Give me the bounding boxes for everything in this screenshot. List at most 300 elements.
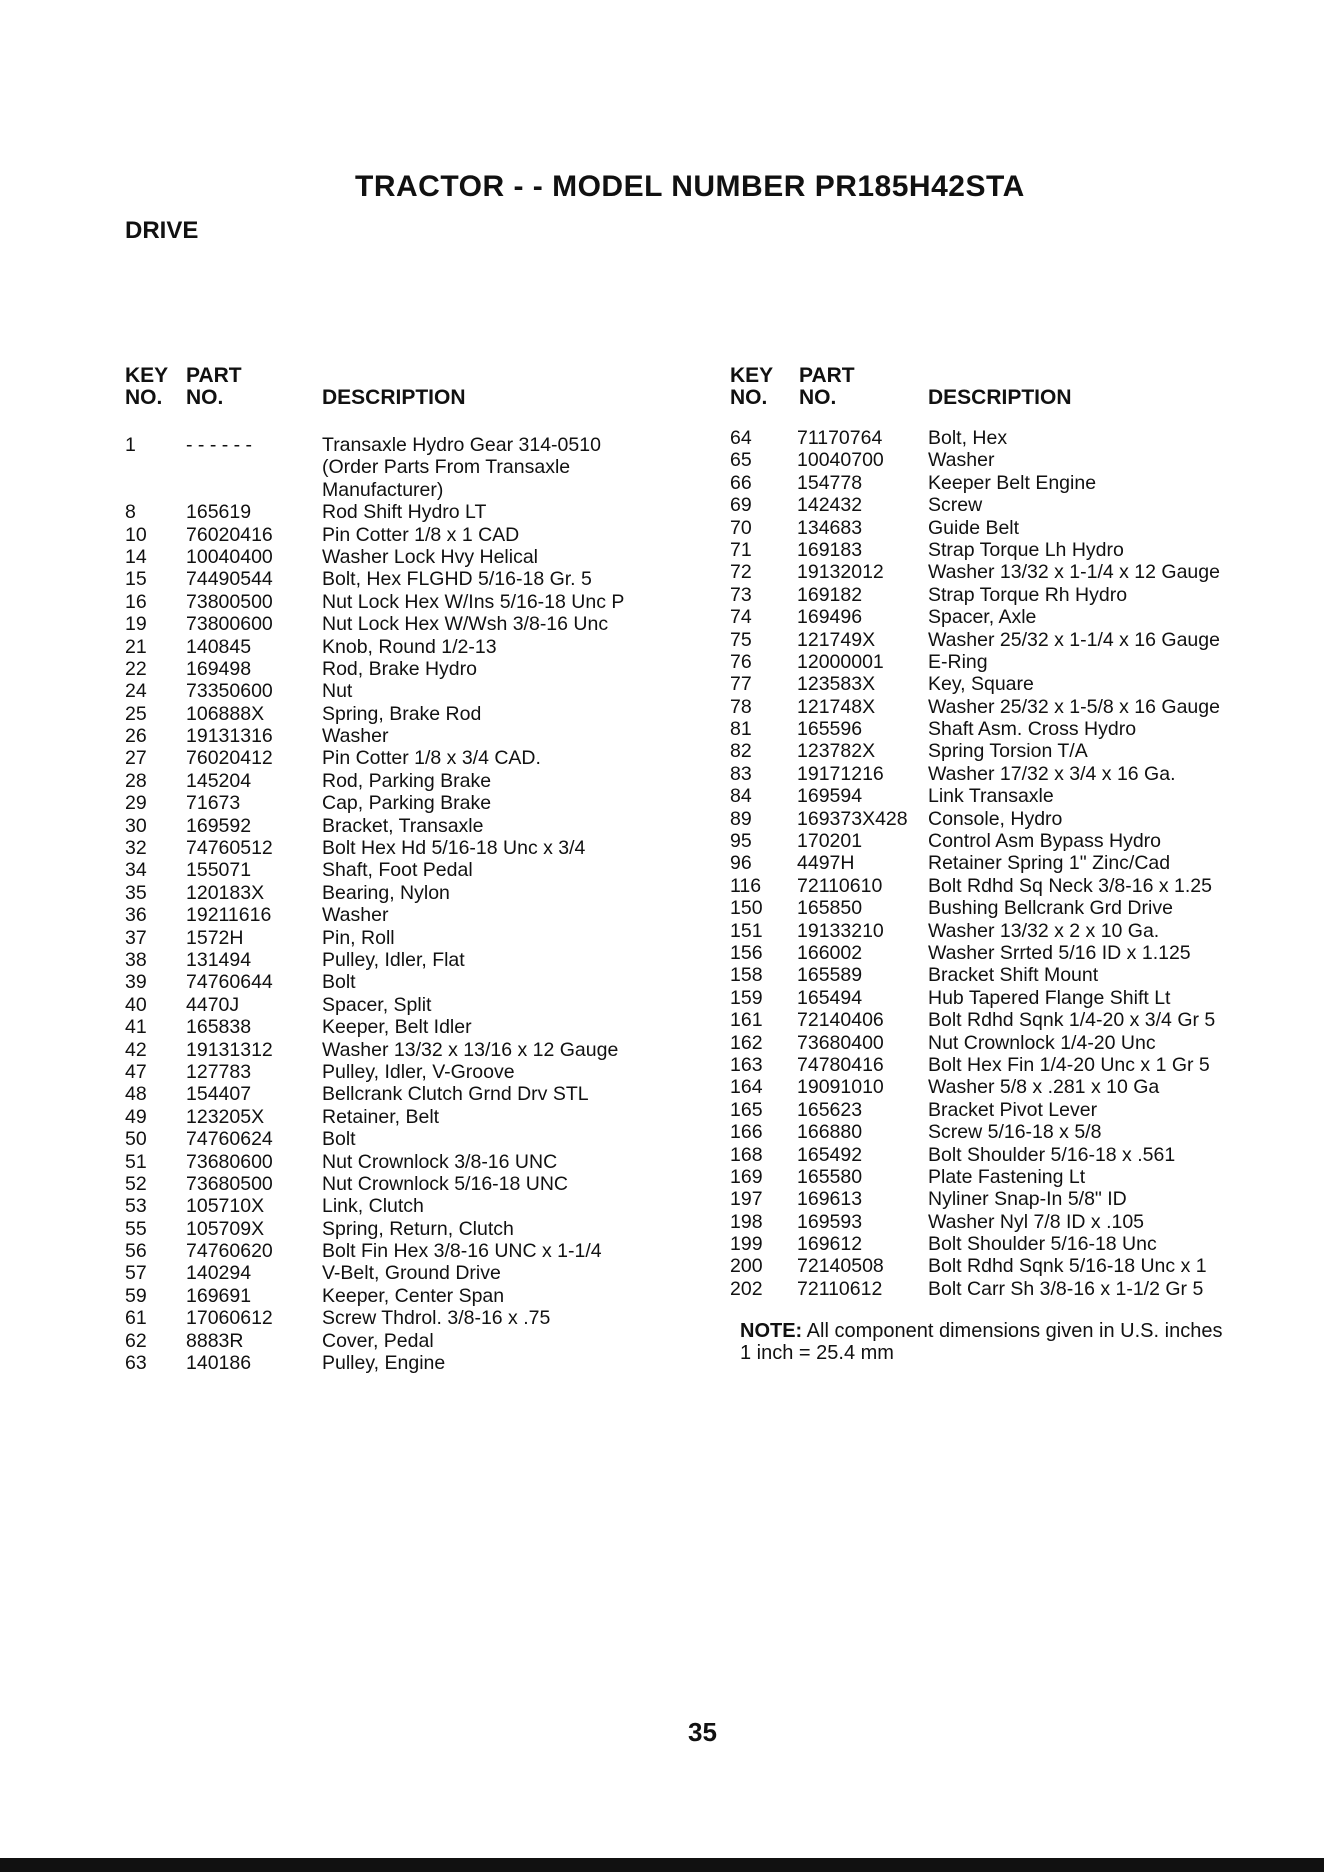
parts-row — [125, 591, 665, 613]
part-no: 169498 — [186, 657, 252, 680]
part-no: 165623 — [797, 1098, 863, 1121]
key-no: 28 — [125, 769, 147, 792]
parts-row — [125, 456, 665, 478]
parts-row — [730, 1255, 1270, 1277]
section-heading: DRIVE — [125, 217, 199, 244]
part-no: - - - - - - — [186, 434, 253, 456]
parts-row — [125, 1173, 665, 1195]
key-no: 34 — [125, 859, 147, 882]
part-no: 169496 — [797, 606, 863, 629]
part-no: 74780416 — [797, 1053, 884, 1076]
part-no: 74760620 — [186, 1240, 273, 1263]
key-no: 48 — [125, 1083, 147, 1106]
dimension-note — [740, 1320, 1222, 1364]
right-part-header — [799, 365, 855, 409]
part-no: 123583X — [797, 673, 876, 696]
part-description: Pulley, Idler, Flat — [322, 948, 465, 971]
part-description: Link Transaxle — [928, 785, 1054, 808]
part-no: 165580 — [797, 1165, 863, 1188]
parts-row — [125, 501, 665, 523]
part-description: Nut Lock Hex W/Ins 5/16-18 Unc P — [322, 590, 625, 613]
parts-row — [125, 1218, 665, 1240]
part-description: Screw — [928, 494, 983, 517]
part-no: 165838 — [186, 1016, 252, 1039]
part-description: Control Asm Bypass Hydro — [928, 830, 1162, 853]
key-no: 74 — [730, 606, 752, 629]
key-no: 26 — [125, 725, 147, 748]
part-no: 165589 — [797, 964, 863, 987]
key-no: 84 — [730, 785, 752, 808]
key-no: 65 — [730, 449, 752, 472]
parts-row — [125, 837, 665, 859]
parts-row — [730, 1076, 1270, 1098]
left-key-header — [125, 365, 168, 409]
part-description: Washer 17/32 x 3/4 x 16 Ga. — [928, 762, 1176, 785]
key-no: 89 — [730, 807, 752, 830]
parts-row — [730, 808, 1270, 830]
parts-row — [125, 927, 665, 949]
part-no: 131494 — [186, 948, 252, 971]
parts-row — [730, 964, 1270, 986]
part-description: Washer 25/32 x 1-5/8 x 16 Gauge — [928, 695, 1220, 718]
part-no: 169182 — [797, 583, 863, 606]
part-description: (Order Parts From Transaxle — [322, 456, 571, 479]
key-no: 202 — [730, 1277, 763, 1300]
parts-row — [730, 852, 1270, 874]
part-no: 74490544 — [186, 568, 273, 591]
part-description: Pin, Roll — [322, 926, 395, 949]
key-no: 39 — [125, 971, 147, 994]
key-no: 49 — [125, 1105, 147, 1128]
key-no: 77 — [730, 673, 752, 696]
parts-row — [730, 1211, 1270, 1233]
key-no: 42 — [125, 1038, 147, 1061]
key-no: 38 — [125, 948, 147, 971]
part-no: 4497H — [797, 852, 855, 875]
part-no: 134683 — [797, 516, 863, 539]
part-description: Nut Lock Hex W/Wsh 3/8-16 Unc — [322, 613, 609, 636]
part-no: 10040400 — [186, 545, 273, 568]
key-no: 63 — [125, 1352, 147, 1375]
part-no: 12000001 — [797, 650, 884, 673]
note-label: NOTE: — [740, 1320, 803, 1342]
part-no: 169691 — [186, 1284, 252, 1307]
part-description: Bracket, Transaxle — [322, 814, 484, 837]
part-no: 74760624 — [186, 1128, 273, 1151]
right-key-header — [730, 365, 773, 409]
key-no: 159 — [730, 986, 763, 1009]
parts-row — [125, 613, 665, 635]
key-no: 52 — [125, 1172, 147, 1195]
part-no: 105709X — [186, 1217, 265, 1240]
parts-row — [730, 1054, 1270, 1076]
part-no: 72110610 — [797, 874, 883, 897]
parts-row — [730, 1233, 1270, 1255]
parts-row — [125, 1285, 665, 1307]
part-no: 72110612 — [797, 1277, 883, 1300]
parts-row — [125, 815, 665, 837]
part-description: V-Belt, Ground Drive — [322, 1262, 501, 1285]
part-description: Pulley, Idler, V-Groove — [322, 1060, 515, 1083]
key-no: 166 — [730, 1121, 763, 1144]
key-no: 165 — [730, 1098, 763, 1121]
parts-row — [730, 427, 1270, 449]
part-description: Screw Thdrol. 3/8-16 x .75 — [322, 1307, 551, 1330]
parts-row — [730, 1099, 1270, 1121]
parts-row — [125, 1061, 665, 1083]
part-no: 145204 — [186, 769, 252, 792]
key-no: 27 — [125, 747, 147, 770]
part-no: 10040700 — [797, 449, 884, 472]
key-no: 50 — [125, 1128, 147, 1151]
part-description: Link, Clutch — [322, 1195, 424, 1218]
parts-row — [730, 1278, 1270, 1300]
key-no: 8 — [125, 501, 136, 524]
key-no: 158 — [730, 964, 763, 987]
part-description: Keeper Belt Engine — [928, 471, 1097, 494]
part-description: Rod, Brake Hydro — [322, 657, 477, 680]
parts-row — [125, 882, 665, 904]
parts-row — [730, 1032, 1270, 1054]
part-description: Manufacturer) — [322, 478, 444, 501]
parts-row — [730, 517, 1270, 539]
key-no: 69 — [730, 494, 752, 517]
parts-row — [730, 942, 1270, 964]
key-no: 19 — [125, 613, 147, 636]
parts-row — [730, 1009, 1270, 1031]
part-description: Washer Srrted 5/16 ID x 1.125 — [928, 941, 1191, 964]
parts-row — [730, 830, 1270, 852]
key-no: 70 — [730, 516, 752, 539]
part-description: Washer — [322, 904, 389, 927]
part-description: Pin Cotter 1/8 x 3/4 CAD. — [322, 747, 541, 770]
key-no: 29 — [125, 792, 147, 815]
part-no: 73800500 — [186, 590, 273, 613]
key-no: 198 — [730, 1210, 763, 1233]
part-description: Plate Fastening Lt — [928, 1165, 1086, 1188]
key-no: 116 — [730, 874, 762, 897]
parts-row — [125, 1083, 665, 1105]
part-description: Nut — [322, 680, 353, 703]
part-no: 19131312 — [186, 1038, 273, 1061]
key-no: 32 — [125, 837, 147, 860]
part-no: 165619 — [186, 501, 252, 524]
parts-row — [125, 725, 665, 747]
part-no: 169373X428 — [797, 807, 908, 830]
part-no: 123205X — [186, 1105, 265, 1128]
parts-row — [730, 494, 1270, 516]
part-description: Bolt Hex Fin 1/4-20 Unc x 1 Gr 5 — [928, 1053, 1210, 1076]
part-no: 17060612 — [186, 1307, 273, 1330]
parts-row — [125, 1106, 665, 1128]
left-description-header: DESCRIPTION — [322, 386, 466, 409]
part-description: Nut Crownlock 3/8-16 UNC — [322, 1150, 558, 1173]
right-parts-list — [730, 427, 1270, 1300]
key-no: 30 — [125, 814, 147, 837]
parts-row — [125, 949, 665, 971]
key-no: 1 — [125, 434, 136, 456]
parts-row — [125, 1330, 665, 1352]
parts-row — [730, 539, 1270, 561]
part-description: Bellcrank Clutch Grnd Drv STL — [322, 1083, 589, 1106]
part-header-line2: NO. — [799, 386, 837, 409]
parts-row — [125, 703, 665, 725]
part-no: 155071 — [186, 859, 252, 882]
part-description: Bolt Rdhd Sqnk 1/4-20 x 3/4 Gr 5 — [928, 1009, 1216, 1032]
part-no: 72140406 — [797, 1009, 884, 1032]
key-no: 73 — [730, 583, 752, 606]
parts-row — [125, 568, 665, 590]
parts-row — [730, 1121, 1270, 1143]
parts-row — [730, 1188, 1270, 1210]
key-no: 10 — [125, 523, 147, 546]
part-description: Bolt Carr Sh 3/8-16 x 1-1/2 Gr 5 — [928, 1277, 1204, 1300]
key-no: 21 — [125, 635, 147, 658]
part-description: Keeper, Belt Idler — [322, 1016, 472, 1039]
parts-row — [730, 606, 1270, 628]
part-description: Bolt — [322, 1128, 356, 1151]
key-no: 37 — [125, 926, 147, 949]
parts-row — [125, 434, 665, 456]
key-no: 168 — [730, 1143, 763, 1166]
part-no: 165596 — [797, 718, 863, 741]
key-no: 200 — [730, 1255, 763, 1278]
part-no: 140186 — [186, 1352, 252, 1375]
key-header-line1: KEY — [125, 364, 169, 387]
parts-row — [125, 658, 665, 680]
part-no: 19132012 — [797, 561, 884, 584]
parts-row — [730, 718, 1270, 740]
part-description: Rod Shift Hydro LT — [322, 501, 487, 524]
part-description: Spring, Return, Clutch — [322, 1217, 514, 1240]
parts-row — [125, 747, 665, 769]
key-no: 81 — [730, 718, 752, 741]
parts-row — [730, 629, 1270, 651]
part-no: 73680400 — [797, 1031, 884, 1054]
key-no: 199 — [730, 1233, 763, 1256]
key-no: 72 — [730, 561, 752, 584]
part-description: Spring Torsion T/A — [928, 740, 1088, 763]
parts-row — [125, 792, 665, 814]
bottom-border — [0, 1858, 1324, 1872]
part-no: 154407 — [186, 1083, 252, 1106]
parts-row — [125, 1307, 665, 1329]
part-description: Bracket Shift Mount — [928, 964, 1099, 987]
part-no: 166880 — [797, 1121, 863, 1144]
key-no: 36 — [125, 904, 147, 927]
part-no: 4470J — [186, 993, 240, 1016]
parts-row — [125, 636, 665, 658]
parts-row — [125, 1128, 665, 1150]
parts-row — [730, 673, 1270, 695]
right-description-header: DESCRIPTION — [928, 386, 1072, 409]
key-no: 47 — [125, 1060, 147, 1083]
part-description: Bolt Shoulder 5/16-18 Unc — [928, 1233, 1157, 1256]
page-title: TRACTOR - - MODEL NUMBER PR185H42STA — [355, 170, 1025, 203]
part-no: 1572H — [186, 926, 244, 949]
part-no: 142432 — [797, 494, 863, 517]
key-no: 14 — [125, 545, 147, 568]
part-description: Console, Hydro — [928, 807, 1063, 830]
part-description: Strap Torque Rh Hydro — [928, 583, 1128, 606]
parts-row — [125, 904, 665, 926]
part-no: 140294 — [186, 1262, 252, 1285]
parts-row — [125, 1039, 665, 1061]
key-header-line2: NO. — [125, 386, 163, 409]
part-no: 76020416 — [186, 523, 273, 546]
part-description: Washer Nyl 7/8 ID x .105 — [928, 1210, 1145, 1233]
page-number: 35 — [688, 1717, 717, 1747]
part-no: 123782X — [797, 740, 876, 763]
part-no: 19211616 — [186, 904, 272, 927]
parts-row — [730, 740, 1270, 762]
key-no: 53 — [125, 1195, 147, 1218]
parts-row — [730, 920, 1270, 942]
key-no: 83 — [730, 762, 752, 785]
parts-row — [125, 1195, 665, 1217]
part-no: 166002 — [797, 941, 863, 964]
part-no: 105710X — [186, 1195, 265, 1218]
part-no: 74760644 — [186, 971, 273, 994]
part-description: Washer 13/32 x 2 x 10 Ga. — [928, 919, 1160, 942]
key-no: 161 — [730, 1009, 763, 1032]
part-description: Guide Belt — [928, 516, 1020, 539]
part-description: Keeper, Center Span — [322, 1284, 505, 1307]
parts-row — [730, 1166, 1270, 1188]
part-no: 140845 — [186, 635, 252, 658]
part-description: Bolt Shoulder 5/16-18 x .561 — [928, 1143, 1176, 1166]
part-description: Shaft Asm. Cross Hydro — [928, 718, 1137, 741]
part-no: 73680600 — [186, 1150, 273, 1173]
part-description: Washer — [322, 725, 389, 748]
parts-row — [125, 971, 665, 993]
part-no: 19171216 — [797, 762, 884, 785]
left-parts-list — [125, 434, 665, 1374]
key-no: 151 — [730, 919, 763, 942]
part-description: Spacer, Split — [322, 993, 432, 1016]
left-part-header — [186, 365, 242, 409]
key-no: 25 — [125, 702, 147, 725]
part-no: 19133210 — [797, 919, 884, 942]
part-description: Washer 13/32 x 1-1/4 x 12 Gauge — [928, 561, 1220, 584]
key-no: 62 — [125, 1329, 147, 1352]
part-no: 71673 — [186, 792, 241, 815]
part-description: Bolt Hex Hd 5/16-18 Unc x 3/4 — [322, 837, 586, 860]
parts-row — [730, 875, 1270, 897]
parts-row — [730, 785, 1270, 807]
part-no: 170201 — [797, 830, 863, 853]
parts-row — [125, 680, 665, 702]
parts-row — [125, 994, 665, 1016]
note-conversion: 1 inch = 25.4 mm — [740, 1342, 894, 1364]
part-header-line1: PART — [186, 364, 242, 387]
parts-row — [730, 987, 1270, 1009]
part-description: Bracket Pivot Lever — [928, 1098, 1098, 1121]
key-no: 162 — [730, 1031, 763, 1054]
part-no: 165850 — [797, 897, 863, 920]
key-no: 76 — [730, 650, 752, 673]
part-description: Knob, Round 1/2-13 — [322, 635, 497, 658]
key-no: 55 — [125, 1217, 147, 1240]
part-description: Strap Torque Lh Hydro — [928, 538, 1124, 561]
key-no: 163 — [730, 1053, 763, 1076]
part-no: 165494 — [797, 986, 863, 1009]
key-header-line2: NO. — [730, 386, 768, 409]
parts-row — [125, 1151, 665, 1173]
part-no: 106888X — [186, 702, 265, 725]
part-description: Bolt Rdhd Sqnk 5/16-18 Unc x 1 — [928, 1255, 1207, 1278]
part-description: Transaxle Hydro Gear 314-0510 — [322, 434, 601, 456]
part-description: Bolt — [322, 971, 356, 994]
key-no: 51 — [125, 1150, 147, 1173]
parts-row — [125, 1240, 665, 1262]
key-no: 64 — [730, 427, 752, 449]
key-no: 35 — [125, 881, 147, 904]
part-description: Pulley, Engine — [322, 1352, 446, 1375]
part-no: 71170764 — [797, 427, 883, 449]
parts-row — [730, 472, 1270, 494]
part-no: 76020412 — [186, 747, 273, 770]
key-no: 15 — [125, 568, 147, 591]
parts-row — [730, 763, 1270, 785]
key-no: 169 — [730, 1165, 763, 1188]
part-no: 73800600 — [186, 613, 273, 636]
parts-row — [125, 1016, 665, 1038]
parts-row — [125, 1262, 665, 1284]
part-description: Cover, Pedal — [322, 1329, 434, 1352]
part-no: 19131316 — [186, 725, 273, 748]
parts-row — [730, 696, 1270, 718]
part-no: 19091010 — [797, 1076, 884, 1099]
key-no: 40 — [125, 993, 147, 1016]
part-description: Bolt, Hex — [928, 427, 1008, 449]
parts-row — [125, 770, 665, 792]
part-description: Retainer, Belt — [322, 1105, 440, 1128]
parts-row — [125, 479, 665, 501]
parts-row — [730, 584, 1270, 606]
key-no: 16 — [125, 590, 147, 613]
parts-row — [730, 449, 1270, 471]
parts-row — [730, 897, 1270, 919]
part-no: 169594 — [797, 785, 863, 808]
part-no: 127783 — [186, 1060, 252, 1083]
parts-row — [125, 859, 665, 881]
part-description: Washer Lock Hvy Helical — [322, 545, 539, 568]
part-no: 154778 — [797, 471, 863, 494]
part-no: 169613 — [797, 1188, 863, 1211]
key-no: 57 — [125, 1262, 147, 1285]
parts-row — [125, 1352, 665, 1374]
part-description: Nyliner Snap-In 5/8" ID — [928, 1188, 1127, 1211]
part-description: Retainer Spring 1" Zinc/Cad — [928, 852, 1171, 875]
part-description: Shaft, Foot Pedal — [322, 859, 473, 882]
part-description: Washer 13/32 x 13/16 x 12 Gauge — [322, 1038, 619, 1061]
part-description: Washer 25/32 x 1-1/4 x 16 Gauge — [928, 628, 1220, 651]
key-no: 164 — [730, 1076, 763, 1099]
part-description: Washer — [928, 449, 995, 472]
note-text: All component dimensions given in U.S. inches — [806, 1320, 1223, 1342]
parts-row — [730, 651, 1270, 673]
part-no: 169612 — [797, 1233, 863, 1256]
key-no: 75 — [730, 628, 752, 651]
part-description: Bolt Rdhd Sq Neck 3/8-16 x 1.25 — [928, 874, 1212, 897]
part-description: E-Ring — [928, 650, 988, 673]
part-description: Bushing Bellcrank Grd Drive — [928, 897, 1173, 920]
key-no: 56 — [125, 1240, 147, 1263]
key-no: 66 — [730, 471, 752, 494]
key-no: 22 — [125, 657, 147, 680]
part-description: Nut Crownlock 5/16-18 UNC — [322, 1172, 569, 1195]
